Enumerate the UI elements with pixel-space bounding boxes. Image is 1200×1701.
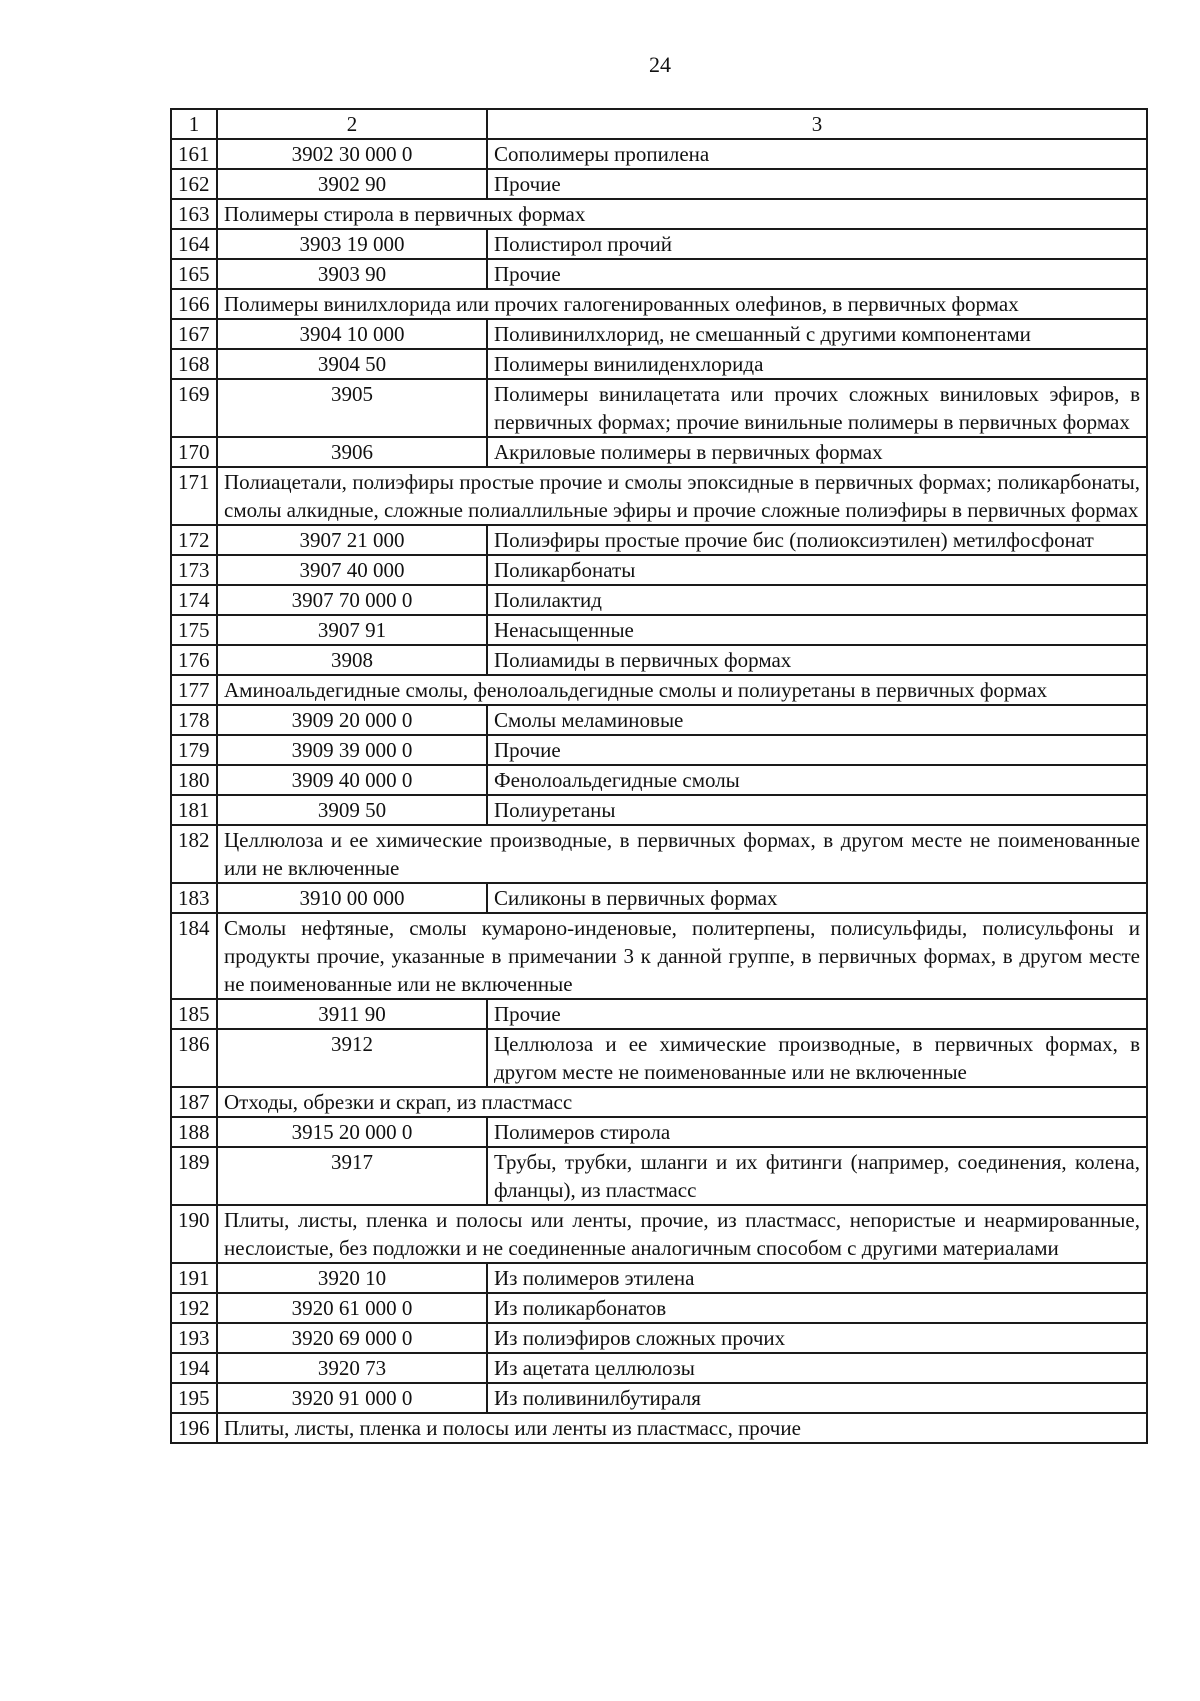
- item-description: Прочие: [487, 169, 1147, 199]
- page-number: 24: [649, 52, 671, 77]
- table-row: [171, 437, 1147, 467]
- tn-ved-code: 3920 69 000 0: [217, 1323, 487, 1353]
- column-header: 1: [171, 109, 217, 139]
- item-description: Полиамиды в первичных формах: [487, 645, 1147, 675]
- item-description: Акриловые полимеры в первичных формах: [487, 437, 1147, 467]
- table-row: [171, 1293, 1147, 1323]
- row-number: 192: [171, 1293, 217, 1323]
- row-number: 188: [171, 1117, 217, 1147]
- item-description: Полимеры винилацетата или прочих сложных виниловых эфиров, в первичных формах; прочие винильные полимеры в первичных формах: [487, 379, 1147, 437]
- row-number: 196: [171, 1413, 217, 1443]
- tn-ved-code: 3907 40 000: [217, 555, 487, 585]
- tn-ved-code: 3909 50: [217, 795, 487, 825]
- group-heading: Плиты, листы, пленка и полосы или ленты, прочие, из пластмасс, непористые и неармированные, неслоистые, без подложки и не соединенные аналогичным способом с другими материалами: [217, 1205, 1147, 1263]
- item-description: Из поливинилбутираля: [487, 1383, 1147, 1413]
- table-row: [171, 645, 1147, 675]
- row-number: 174: [171, 585, 217, 615]
- table-header-row: [171, 109, 1147, 139]
- table-row: [171, 675, 1147, 705]
- table-body: [171, 139, 1147, 1443]
- item-description: Прочие: [487, 999, 1147, 1029]
- table-row: [171, 1383, 1147, 1413]
- tn-ved-code: 3904 50: [217, 349, 487, 379]
- table-row: [171, 795, 1147, 825]
- tn-ved-code: 3907 21 000: [217, 525, 487, 555]
- table-row: [171, 259, 1147, 289]
- table-row: [171, 379, 1147, 437]
- row-number: 185: [171, 999, 217, 1029]
- column-header: 2: [217, 109, 487, 139]
- row-number: 163: [171, 199, 217, 229]
- tn-ved-code: 3905: [217, 379, 487, 437]
- row-number: 172: [171, 525, 217, 555]
- table-row: [171, 765, 1147, 795]
- tn-ved-code: 3906: [217, 437, 487, 467]
- row-number: 181: [171, 795, 217, 825]
- row-number: 165: [171, 259, 217, 289]
- row-number: 173: [171, 555, 217, 585]
- table-row: [171, 349, 1147, 379]
- row-number: 179: [171, 735, 217, 765]
- group-heading: Смолы нефтяные, смолы кумароно-инденовые, политерпены, полисульфиды, полисульфоны и продукты прочие, указанные в примечании 3 к данной группе, в первичных формах, в другом месте не поименованные или не включенные: [217, 913, 1147, 999]
- item-description: Полистирол прочий: [487, 229, 1147, 259]
- table-row: [171, 525, 1147, 555]
- tn-ved-code: 3920 10: [217, 1263, 487, 1293]
- item-description: Прочие: [487, 259, 1147, 289]
- tn-ved-code: 3917: [217, 1147, 487, 1205]
- item-description: Ненасыщенные: [487, 615, 1147, 645]
- group-heading: Полимеры винилхлорида или прочих галогенированных олефинов, в первичных формах: [217, 289, 1147, 319]
- table-row: [171, 289, 1147, 319]
- item-description: Полиуретаны: [487, 795, 1147, 825]
- row-number: 162: [171, 169, 217, 199]
- tn-ved-code: 3910 00 000: [217, 883, 487, 913]
- table-row: [171, 883, 1147, 913]
- group-heading: Полимеры стирола в первичных формах: [217, 199, 1147, 229]
- row-number: 167: [171, 319, 217, 349]
- table-row: [171, 139, 1147, 169]
- tn-ved-code: 3907 70 000 0: [217, 585, 487, 615]
- table-row: [171, 735, 1147, 765]
- table-row: [171, 555, 1147, 585]
- row-number: 177: [171, 675, 217, 705]
- row-number: 190: [171, 1205, 217, 1263]
- table-row: [171, 1029, 1147, 1087]
- table-row: [171, 467, 1147, 525]
- row-number: 194: [171, 1353, 217, 1383]
- group-heading: Целлюлоза и ее химические производные, в первичных формах, в другом месте не поименованные или не включенные: [217, 825, 1147, 883]
- item-description: Из ацетата целлюлозы: [487, 1353, 1147, 1383]
- item-description: Смолы меламиновые: [487, 705, 1147, 735]
- row-number: 193: [171, 1323, 217, 1353]
- row-number: 182: [171, 825, 217, 883]
- row-number: 187: [171, 1087, 217, 1117]
- row-number: 175: [171, 615, 217, 645]
- tn-ved-code: 3912: [217, 1029, 487, 1087]
- row-number: 180: [171, 765, 217, 795]
- item-description: Сополимеры пропилена: [487, 139, 1147, 169]
- row-number: 168: [171, 349, 217, 379]
- row-number: 170: [171, 437, 217, 467]
- item-description: Целлюлоза и ее химические производные, в первичных формах, в другом месте не поименованные или не включенные: [487, 1029, 1147, 1087]
- group-heading: Аминоальдегидные смолы, фенолоальдегидные смолы и полиуретаны в первичных формах: [217, 675, 1147, 705]
- tn-ved-code: 3909 20 000 0: [217, 705, 487, 735]
- tn-ved-code: 3920 91 000 0: [217, 1383, 487, 1413]
- table-row: [171, 825, 1147, 883]
- table-row: [171, 1323, 1147, 1353]
- tn-ved-code: 3911 90: [217, 999, 487, 1029]
- table-row: [171, 705, 1147, 735]
- table-row: [171, 1263, 1147, 1293]
- row-number: 166: [171, 289, 217, 319]
- item-description: Полилактид: [487, 585, 1147, 615]
- table-row: [171, 615, 1147, 645]
- group-heading: Отходы, обрезки и скрап, из пластмасс: [217, 1087, 1147, 1117]
- item-description: Из полимеров этилена: [487, 1263, 1147, 1293]
- item-description: Из полиэфиров сложных прочих: [487, 1323, 1147, 1353]
- row-number: 184: [171, 913, 217, 999]
- item-description: Фенолоальдегидные смолы: [487, 765, 1147, 795]
- tn-ved-code: 3908: [217, 645, 487, 675]
- column-header: 3: [487, 109, 1147, 139]
- table-row: [171, 169, 1147, 199]
- tn-ved-code: 3904 10 000: [217, 319, 487, 349]
- table-row: [171, 1147, 1147, 1205]
- table-row: [171, 1087, 1147, 1117]
- table-row: [171, 999, 1147, 1029]
- row-number: 169: [171, 379, 217, 437]
- table-row: [171, 229, 1147, 259]
- item-description: Трубы, трубки, шланги и их фитинги (например, соединения, колена, фланцы), из пластмасс: [487, 1147, 1147, 1205]
- goods-table: [170, 108, 1148, 1444]
- row-number: 164: [171, 229, 217, 259]
- table-row: [171, 1205, 1147, 1263]
- tn-ved-code: 3920 73: [217, 1353, 487, 1383]
- item-description: Полимеры винилиденхлорида: [487, 349, 1147, 379]
- row-number: 195: [171, 1383, 217, 1413]
- table-row: [171, 1413, 1147, 1443]
- table-row: [171, 913, 1147, 999]
- row-number: 186: [171, 1029, 217, 1087]
- row-number: 191: [171, 1263, 217, 1293]
- tn-ved-code: 3920 61 000 0: [217, 1293, 487, 1323]
- row-number: 189: [171, 1147, 217, 1205]
- item-description: Поливинилхлорид, не смешанный с другими компонентами: [487, 319, 1147, 349]
- tn-ved-code: 3903 90: [217, 259, 487, 289]
- tn-ved-code: 3902 30 000 0: [217, 139, 487, 169]
- tn-ved-code: 3903 19 000: [217, 229, 487, 259]
- tn-ved-code: 3915 20 000 0: [217, 1117, 487, 1147]
- item-description: Поликарбонаты: [487, 555, 1147, 585]
- table-row: [171, 319, 1147, 349]
- row-number: 183: [171, 883, 217, 913]
- row-number: 176: [171, 645, 217, 675]
- group-heading: Плиты, листы, пленка и полосы или ленты из пластмасс, прочие: [217, 1413, 1147, 1443]
- item-description: Силиконы в первичных формах: [487, 883, 1147, 913]
- item-description: Из поликарбонатов: [487, 1293, 1147, 1323]
- group-heading: Полиацетали, полиэфиры простые прочие и смолы эпоксидные в первичных формах; поликарбонаты, смолы алкидные, сложные полиаллильные эфиры и прочие сложные полиэфиры в первичных формах: [217, 467, 1147, 525]
- item-description: Прочие: [487, 735, 1147, 765]
- table-row: [171, 585, 1147, 615]
- item-description: Полимеров стирола: [487, 1117, 1147, 1147]
- tn-ved-code: 3909 39 000 0: [217, 735, 487, 765]
- table-row: [171, 1117, 1147, 1147]
- tn-ved-code: 3902 90: [217, 169, 487, 199]
- item-description: Полиэфиры простые прочие бис (полиоксиэтилен) метилфосфонат: [487, 525, 1147, 555]
- table-row: [171, 1353, 1147, 1383]
- row-number: 178: [171, 705, 217, 735]
- row-number: 161: [171, 139, 217, 169]
- table-row: [171, 199, 1147, 229]
- tn-ved-code: 3909 40 000 0: [217, 765, 487, 795]
- tn-ved-code: 3907 91: [217, 615, 487, 645]
- row-number: 171: [171, 467, 217, 525]
